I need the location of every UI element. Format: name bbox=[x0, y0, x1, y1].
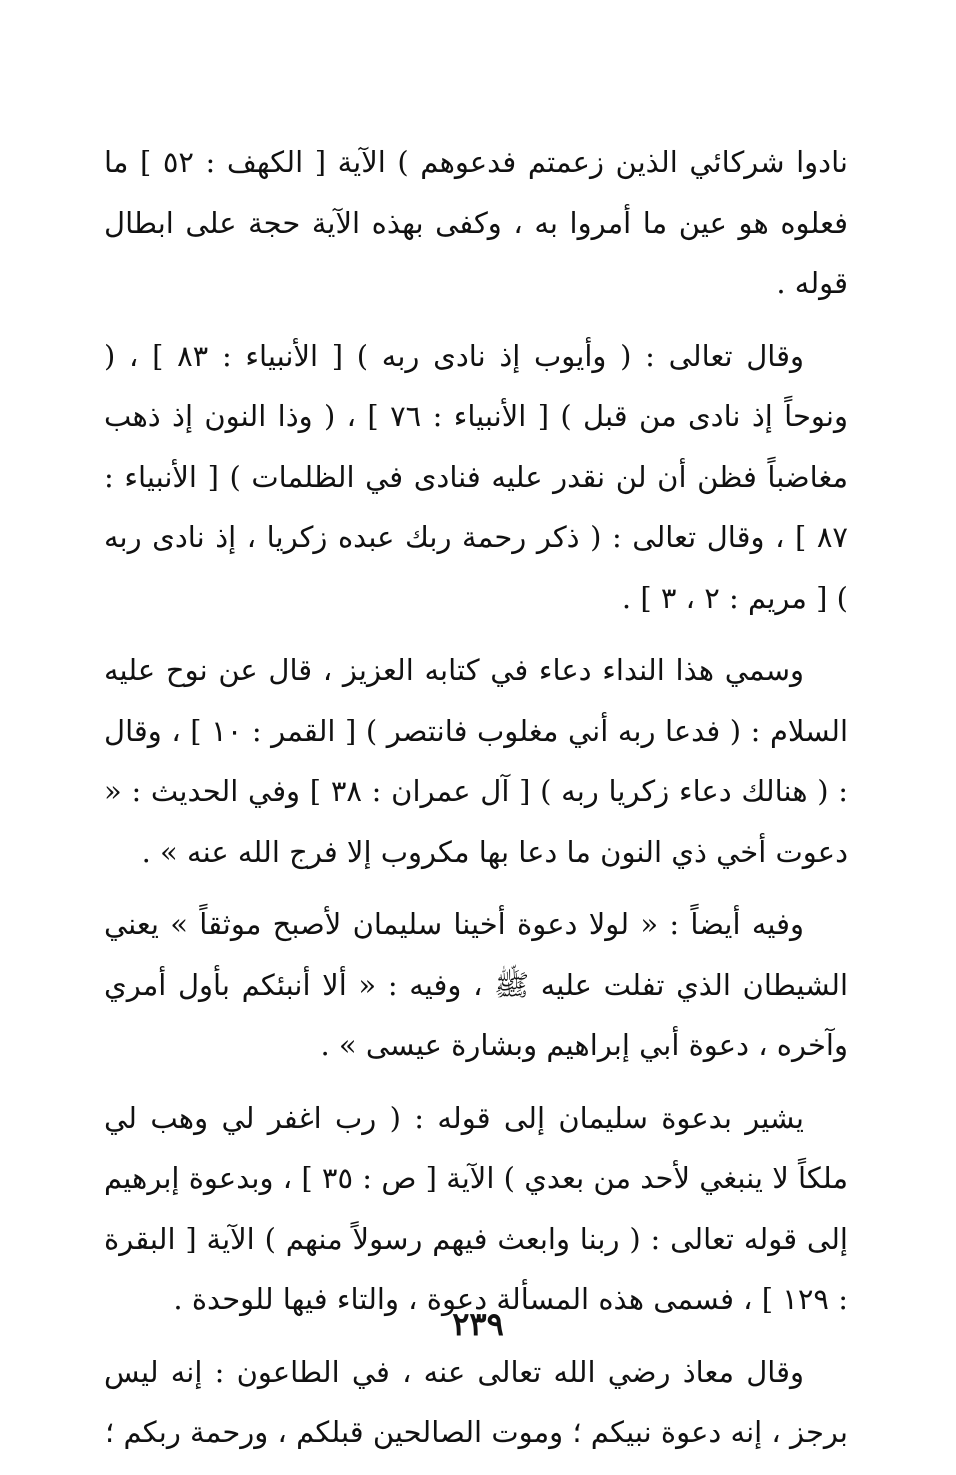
paragraph-3: وسمي هذا النداء دعاء في كتابه العزيز ، قال عن نوح عليه السلام : ( فدعا ربه أني مغلوب فانتصر ) [ القمر : ١٠ ] ، وقال : ( هنالك دعاء زكريا ربه ) [ آل عمران : ٣٨ ] وفي الحديث : « دعوت أخي ذي النون ما دعا بها مكروب إلا فرج الله عنه » . bbox=[104, 653, 849, 869]
paragraph-2: وقال تعالى : ( وأيوب إذ نادى ربه ) [ الأنبياء : ٨٣ ] ، ( ونوحاً إذ نادى من قبل ) [ الأنبياء : ٧٦ ] ، ( وذا النون إذ ذهب مغاضباً فظن أن لن نقدر عليه فنادى في الظلمات ) [ الأنبياء : ٨٧ ] ، وقال تعالى : ( ذكر رحمة ربك عبده زكريا ، إذ نادى ربه ) [ مريم : ٢ ، ٣ ] . bbox=[104, 338, 848, 615]
paragraph-4: وفيه أيضاً : « لولا دعوة أخينا سليمان لأصبح موثقاً » يعني الشيطان الذي تفلت عليه ﷺ ، وفيه : « ألا أنبئكم بأول أمري وآخره ، دعوة أبي إبراهيم وبشارة عيسى » . bbox=[104, 907, 848, 1062]
page-body bbox=[104, 132, 848, 1475]
paragraph-1: نادوا شركائي الذين زعمتم فدعوهم ) الآية [ الكهف : ٥٢ ] ما فعلوه هو عين ما أمروا به ، وكفى بهذه الآية حجة على ابطال قوله . bbox=[104, 145, 848, 300]
page-number: ٢٣٩ bbox=[452, 1305, 504, 1343]
paragraph-5: يشير بدعوة سليمان إلى قوله : ( رب اغفر لي وهب لي ملكاً لا ينبغي لأحد من بعدي ) الآية [ ص : ٣٥ ] ، وبدعوة إبرهيم إلى قوله تعالى : ( ربنا وابعث فيهم رسولاً منهم ) الآية [ البقرة : ١٢٩ ] ، فسمى هذه المسألة دعوة ، والتاء فيها للوحدة . bbox=[104, 1100, 848, 1316]
paragraph-6: وقال معاذ رضي الله تعالى عنه ، في الطاعون : إنه ليس برجز ، إنه دعوة نبيكم ؛ وموت الصالحين قبلكم ، ورحمة ربكم ؛ bbox=[104, 1354, 848, 1449]
